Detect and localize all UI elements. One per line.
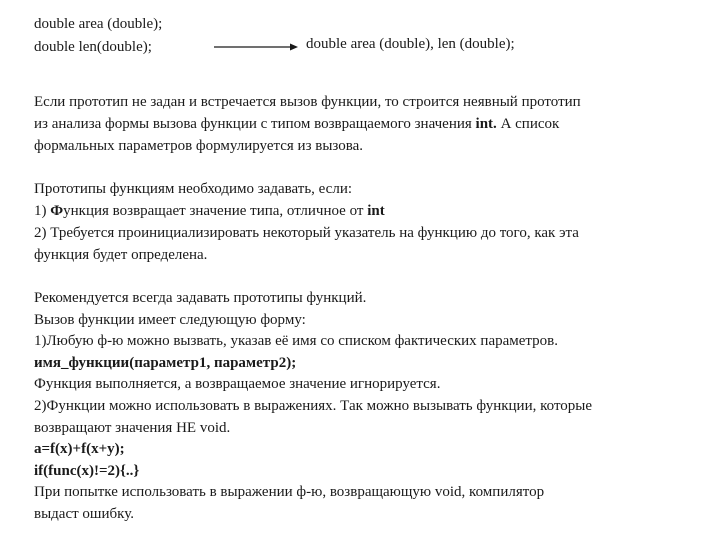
para1-line2-start: из анализа формы вызова функции с типом возвращаемого значения — [34, 116, 476, 132]
para2-line2-start: 1) — [34, 203, 51, 219]
para2-line1: Прототипы функциям необходимо задавать, если: — [34, 181, 353, 197]
para3-line1: Рекомендуется всегда задавать прототипы функций. — [34, 290, 367, 306]
para1-line2-end: А список — [496, 116, 560, 132]
para2-line2 — [34, 201, 385, 222]
right-arrow-icon — [214, 42, 298, 52]
para3-line10: При попытке использовать в выражении ф-ю, возвращающую void, компилятор — [34, 484, 545, 500]
para2-line2-mid: ункция возвращает значение типа, отличное от — [63, 203, 368, 219]
para1-line3: формальных параметров формулируется из вызова. — [34, 138, 364, 154]
para2-line2-bold: Ф — [50, 203, 64, 219]
para3-line2: Вызов функции имеет следующую форму: — [34, 312, 306, 328]
para1-line1: Если прототип не задан и встречается вызов функции, то строится неявный прототип — [34, 94, 581, 110]
call-syntax: имя_функции(параметр1, параметр2); — [34, 355, 297, 371]
prototype-area: double area (double); — [34, 16, 163, 32]
code-example-1: a=f(x)+f(x+y); — [34, 441, 125, 457]
para3-line6: 2)Функции можно использовать в выражениях. Так можно вызывать функции, которые — [34, 398, 593, 414]
prototype-len: double len(double); — [34, 39, 152, 55]
para1-line2 — [34, 114, 559, 135]
para3-line7: возвращают значения НЕ void. — [34, 420, 231, 436]
para3-line5: Функция выполняется, а возвращаемое значение игнорируется. — [34, 376, 441, 392]
para3-line3: 1)Любую ф-ю можно вызвать, указав её имя со списком фактических параметров. — [34, 333, 558, 349]
combined-prototype: double area (double), len (double); — [306, 36, 515, 52]
para2-line3: 2) Требуется проинициализировать некоторый указатель на функцию до того, как эта — [34, 225, 579, 241]
int-keyword: int. — [475, 116, 497, 132]
para3-line11: выдаст ошибку. — [34, 506, 134, 522]
code-example-2: if(func(x)!=2){..} — [34, 463, 140, 479]
int-keyword-2: int — [367, 203, 385, 219]
para2-line4: функция будет определена. — [34, 247, 208, 263]
